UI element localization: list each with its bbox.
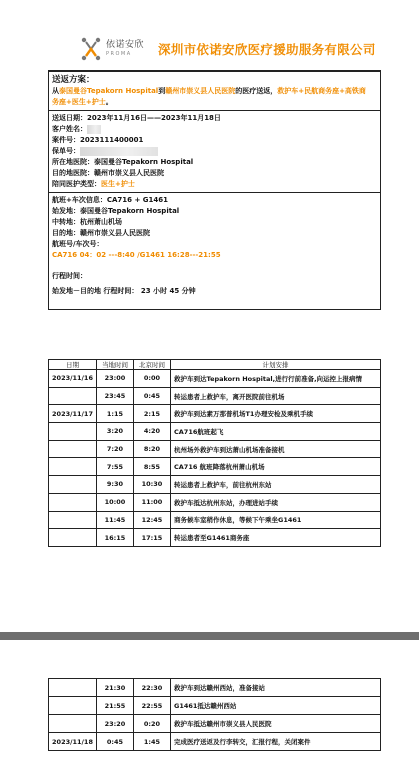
desc-text: 的医疗送返， — [235, 87, 278, 95]
plan-title: 送返方案： — [52, 75, 95, 85]
redaction-mask — [80, 147, 158, 156]
logo-cn: 依诺安欣 — [106, 40, 145, 50]
local-time: 21:55 — [97, 697, 134, 715]
table-row — [49, 733, 381, 751]
desc-destination: 赣州市崇义县人民医院 — [165, 87, 236, 95]
logo-wordmark — [106, 41, 144, 57]
letterhead — [80, 32, 380, 66]
plan-summary — [49, 72, 380, 111]
table-row — [49, 440, 381, 458]
plan-item: 转运患者上救护车，离开医院前往机场 — [171, 387, 381, 405]
schedule-table-continued — [48, 678, 381, 751]
schedule-date — [49, 440, 97, 458]
beijing-time: 17:15 — [134, 529, 171, 547]
beijing-time: 8:55 — [134, 458, 171, 476]
schedule-header-row — [49, 360, 381, 370]
beijing-time: 22:55 — [134, 697, 171, 715]
plan-item: 杭州场外救护车到达萧山机场准备接机 — [171, 440, 381, 458]
route-info — [49, 193, 380, 309]
table-row — [49, 405, 381, 423]
company-logo-icon — [80, 36, 102, 62]
schedule-date: 2023/11/17 — [49, 405, 97, 423]
plan-item: CA716航班起飞 — [171, 423, 381, 441]
route-transit: 中转地：杭州萧山机场 — [52, 218, 122, 226]
plan-item: G1461抵达赣州西站 — [171, 697, 381, 715]
table-row — [49, 529, 381, 547]
redaction-mask — [87, 125, 101, 134]
schedule-date — [49, 458, 97, 476]
beijing-time: 10:30 — [134, 476, 171, 494]
spacer — [52, 297, 377, 307]
table-row — [49, 370, 381, 388]
beijing-time: 4:20 — [134, 423, 171, 441]
return-date: 送返日期：2023年11月16日——2023年11月18日 — [52, 114, 221, 122]
plan-item: 转运患者至G1461商务座 — [171, 529, 381, 547]
route-destination: 目的地：赣州市崇义县人民医院 — [52, 229, 150, 237]
local-time: 7:55 — [97, 458, 134, 476]
logo-en: PROMA — [106, 51, 132, 57]
local-time: 3:20 — [97, 423, 134, 441]
col-date: 日期 — [49, 360, 97, 370]
policy-number — [52, 146, 377, 157]
escort-value: 医生+护士 — [101, 180, 135, 188]
local-time: 23:20 — [97, 715, 134, 733]
beijing-time: 8:20 — [134, 440, 171, 458]
local-time: 7:20 — [97, 440, 134, 458]
table-row — [49, 493, 381, 511]
table-row — [49, 715, 381, 733]
plan-description — [52, 86, 377, 97]
beijing-time: 22:30 — [134, 679, 171, 697]
plan-item: CA716 航班降落杭州萧山机场 — [171, 458, 381, 476]
plan-item: 救护车到达素万那普机场T1办理安检及乘机手续 — [171, 405, 381, 423]
table-row — [49, 458, 381, 476]
escort-label: 陪同医护类型： — [52, 180, 101, 188]
schedule-date — [49, 423, 97, 441]
beijing-time: 11:00 — [134, 493, 171, 511]
route-origin: 始发地：泰国曼谷Tepakorn Hospital — [52, 207, 180, 215]
table-row — [49, 511, 381, 529]
beijing-time: 2:15 — [134, 405, 171, 423]
schedule-date: 2023/11/16 — [49, 370, 97, 388]
plan-item: 救护车抵达杭州东站，办理进站手续 — [171, 493, 381, 511]
flight-label: 航班号/车次号： — [52, 240, 104, 248]
schedule-date — [49, 387, 97, 405]
local-time: 11:45 — [97, 511, 134, 529]
spacer — [52, 261, 377, 271]
plan-item: 商务候车室稍作休息，等候下午乘坐G1461 — [171, 511, 381, 529]
flight-times: CA716 04：02 ---8:40 /G1461 16:28---21:55 — [52, 251, 221, 259]
table-row — [49, 697, 381, 715]
plan-item: 完成医疗送返及行李转交，汇报行程，关闭案件 — [171, 733, 381, 751]
case-info — [49, 111, 380, 193]
desc-text: 从 — [52, 87, 59, 95]
local-time: 21:30 — [97, 679, 134, 697]
schedule-date — [49, 511, 97, 529]
beijing-time: 0:20 — [134, 715, 171, 733]
beijing-time: 1:45 — [134, 733, 171, 751]
patient-label: 客户姓名： — [52, 125, 87, 133]
origin-hospital: 所在地医院：泰国曼谷Tepakorn Hospital — [52, 158, 194, 166]
local-time: 1:15 — [97, 405, 134, 423]
case-number — [52, 135, 377, 146]
local-time: 0:45 — [97, 733, 134, 751]
table-row — [49, 423, 381, 441]
beijing-time: 0:00 — [134, 370, 171, 388]
col-local-time: 当地时间 — [97, 360, 134, 370]
schedule-date — [49, 529, 97, 547]
local-time: 23:45 — [97, 387, 134, 405]
beijing-time: 0:45 — [134, 387, 171, 405]
schedule-table — [48, 359, 381, 547]
plan-description-cont — [52, 97, 377, 108]
table-row — [49, 387, 381, 405]
case-label: 案件号： — [52, 136, 80, 144]
schedule-date — [49, 476, 97, 494]
patient-name — [52, 124, 377, 135]
desc-text: 到 — [158, 87, 166, 95]
local-time: 16:15 — [97, 529, 134, 547]
plan-item: 转运患者上救护车，前往杭州东站 — [171, 476, 381, 494]
page-divider — [0, 632, 419, 640]
duration-value: 始发地－目的地 行程时间： 23 小时 45 分钟 — [52, 287, 196, 295]
schedule-date — [49, 715, 97, 733]
local-time: 10:00 — [97, 493, 134, 511]
table-row — [49, 679, 381, 697]
schedule-date — [49, 493, 97, 511]
policy-label: 保单号： — [52, 147, 80, 155]
transport-info: 航班+车次信息：CA716 + G1461 — [52, 196, 168, 204]
col-plan: 计划安排 — [171, 360, 381, 370]
destination-hospital: 目的地医院：赣州市崇义县人民医院 — [52, 169, 164, 177]
desc-text: 。 — [105, 98, 113, 106]
table-row — [49, 476, 381, 494]
local-time: 23:00 — [97, 370, 134, 388]
schedule-date — [49, 679, 97, 697]
schedule-date: 2023/11/18 — [49, 733, 97, 751]
duration-label: 行程时间： — [52, 272, 87, 280]
desc-mode-cont: 务座+医生+护士 — [52, 98, 106, 106]
plan-item: 救护车到达Tepakorn Hospital,进行行前准备,向运控上报病情 — [171, 370, 381, 388]
beijing-time: 12:45 — [134, 511, 171, 529]
col-beijing-time: 北京时间 — [134, 360, 171, 370]
plan-box — [48, 70, 381, 310]
case-value: 2023111400001 — [80, 136, 144, 144]
escort-type — [52, 179, 377, 190]
desc-mode: 救护车+民航商务座+高铁商 — [277, 87, 366, 95]
desc-origin: 泰国曼谷Tepakorn Hospital — [59, 87, 159, 95]
local-time: 9:30 — [97, 476, 134, 494]
company-name: 深圳市依诺安欣医疗援助服务有限公司 — [158, 42, 376, 57]
plan-item: 救护车到达赣州西站，准备接站 — [171, 679, 381, 697]
plan-item: 救护车抵达赣州市崇义县人民医院 — [171, 715, 381, 733]
schedule-date — [49, 697, 97, 715]
